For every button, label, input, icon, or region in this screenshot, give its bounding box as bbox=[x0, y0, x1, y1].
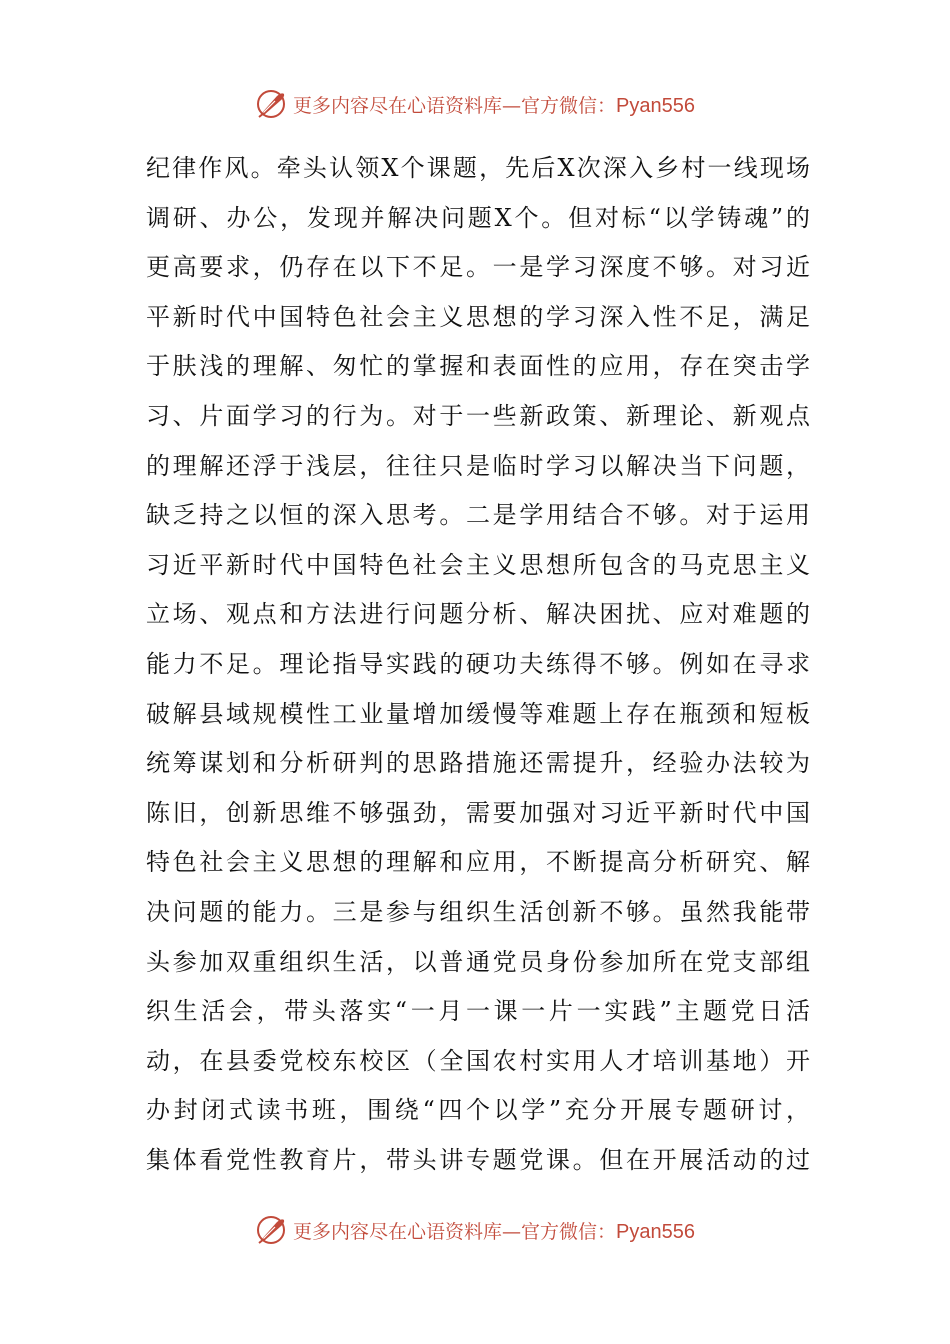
text-line: 调研、办公，发现并解决问题X个。但对标“以学铸魂”的 bbox=[146, 203, 810, 232]
text-line: 能力不足。理论指导实践的硬功夫练得不够。例如在寻求 bbox=[146, 649, 810, 678]
header-banner-text: 更多内容尽在心语资料库—官方微信：Pyan556 bbox=[293, 94, 695, 117]
text-line: 集体看党性教育片，带头讲专题党课。但在开展活动的过 bbox=[146, 1145, 810, 1174]
document-body bbox=[146, 144, 810, 1185]
quill-logo-icon bbox=[255, 1213, 289, 1247]
text-line: 陈旧，创新思维不够强劲，需要加强对习近平新时代中国 bbox=[146, 798, 810, 827]
text-line: 统筹谋划和分析研判的思路措施还需提升，经验办法较为 bbox=[146, 749, 810, 778]
text-line: 纪律作风。牵头认领X个课题，先后X次深入乡村一线现场 bbox=[146, 154, 810, 182]
quill-logo-icon bbox=[255, 87, 289, 121]
footer-banner-text: 更多内容尽在心语资料库—官方微信：Pyan556 bbox=[293, 1220, 695, 1243]
text-line: 缺乏持之以恒的深入思考。二是学用结合不够。对于运用 bbox=[146, 501, 810, 530]
text-line: 决问题的能力。三是参与组织生活创新不够。虽然我能带 bbox=[146, 897, 810, 926]
text-line: 习、片面学习的行为。对于一些新政策、新理论、新观点 bbox=[146, 401, 810, 430]
text-line: 更高要求，仍存在以下不足。一是学习深度不够。对习近 bbox=[146, 253, 810, 282]
wechat-id: Pyan556 bbox=[616, 94, 695, 117]
text-line: 平新时代中国特色社会主义思想的学习深入性不足，满足 bbox=[146, 302, 810, 331]
text-line: 织生活会，带头落实“一月一课一片一实践”主题党日活 bbox=[146, 997, 810, 1026]
text-line: 破解县域规模性工业量增加缓慢等难题上存在瓶颈和短板 bbox=[146, 699, 810, 728]
text-line: 办封闭式读书班，围绕“四个以学”充分开展专题研讨， bbox=[146, 1096, 810, 1125]
text-line: 立场、观点和方法进行问题分析、解决困扰、应对难题的 bbox=[146, 600, 810, 629]
footer-banner bbox=[0, 1210, 950, 1250]
text-line: 于肤浅的理解、匆忙的掌握和表面性的应用，存在突击学 bbox=[146, 352, 810, 381]
wechat-id: Pyan556 bbox=[616, 1220, 695, 1243]
text-line: 习近平新时代中国特色社会主义思想所包含的马克思主义 bbox=[146, 550, 810, 579]
text-line: 动，在县委党校东校区（全国农村实用人才培训基地）开 bbox=[146, 1046, 810, 1075]
text-line: 的理解还浮于浅层，往往只是临时学习以解决当下问题， bbox=[146, 451, 810, 480]
text-line: 头参加双重组织生活，以普通党员身份参加所在党支部组 bbox=[146, 947, 810, 976]
header-banner bbox=[0, 84, 950, 124]
text-line: 特色社会主义思想的理解和应用，不断提高分析研究、解 bbox=[146, 848, 810, 877]
